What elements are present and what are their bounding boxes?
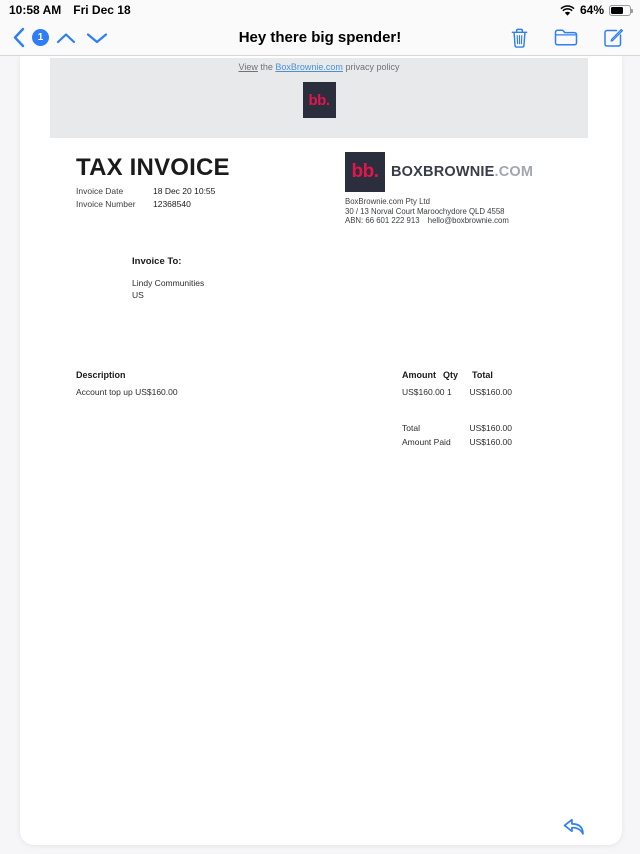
message-title: Hey there big spender!: [238, 29, 402, 46]
col-qty: Qty: [443, 370, 459, 380]
customer-country: US: [132, 289, 144, 300]
brand-wordmark: BOXBROWNIE.COM: [391, 164, 534, 180]
summary-total-label: Total: [402, 423, 420, 433]
invoice-date-label: Invoice Date: [76, 186, 124, 196]
invoice: [20, 56, 622, 845]
col-total: Total: [472, 370, 493, 380]
battery-percent: 64%: [579, 3, 604, 17]
company-abn-line: ABN: 66 601 222 913 hello@boxbrownie.com: [345, 216, 509, 226]
compose-icon[interactable]: [603, 27, 624, 48]
trash-icon[interactable]: [510, 27, 529, 49]
bb-logo-small: bb.: [303, 82, 336, 118]
invoice-date-value: 18 Dec 20 10:55: [153, 186, 216, 196]
col-description: Description: [76, 370, 126, 380]
row-total: US$160.00: [469, 387, 512, 397]
company-email: hello@boxbrownie.com: [427, 216, 509, 226]
folder-icon[interactable]: [554, 28, 578, 47]
row-amount: US$160.00: [402, 387, 445, 397]
invoice-heading: TAX INVOICE: [76, 154, 230, 181]
privacy-policy-line: View the BoxBrownie.com privacy policy: [238, 62, 400, 72]
previous-message-button[interactable]: [56, 32, 76, 44]
invoice-to-label: Invoice To:: [132, 256, 182, 267]
reply-icon[interactable]: [561, 816, 586, 837]
bb-logo-large: bb.: [345, 152, 385, 192]
invoice-to-address: [132, 278, 204, 301]
wifi-icon: [560, 5, 575, 16]
row-qty: 1: [447, 387, 452, 397]
battery-icon: [609, 5, 631, 16]
unread-count-badge: 1: [32, 29, 49, 46]
email-body-card: [20, 56, 622, 845]
row-description: Account top up US$160.00: [76, 387, 178, 397]
summary-total-value: US$160.00: [469, 423, 512, 433]
status-time: 10:58 AM: [9, 3, 62, 17]
next-message-button[interactable]: [86, 32, 108, 44]
invoice-number-label: Invoice Number: [76, 199, 136, 209]
back-button[interactable]: [12, 27, 25, 48]
view-link[interactable]: View: [238, 62, 258, 72]
status-bar: [0, 0, 640, 20]
company-name-line: BoxBrownie.com Pty Ltd: [345, 197, 430, 206]
mail-toolbar: [0, 20, 640, 55]
summary-paid-label: Amount Paid: [402, 437, 451, 447]
summary-paid-value: US$160.00: [469, 437, 512, 447]
invoice-number-value: 12368540: [153, 199, 191, 209]
status-date: Fri Dec 18: [73, 3, 131, 17]
customer-name: Lindy Communities: [132, 278, 205, 288]
boxbrownie-link[interactable]: BoxBrownie.com: [275, 62, 343, 72]
col-amount: Amount: [402, 370, 436, 380]
company-street-line: 30 / 13 Norval Court Maroochydore QLD 4558: [345, 206, 505, 216]
top-bar: [0, 0, 640, 56]
company-address: [345, 197, 509, 226]
